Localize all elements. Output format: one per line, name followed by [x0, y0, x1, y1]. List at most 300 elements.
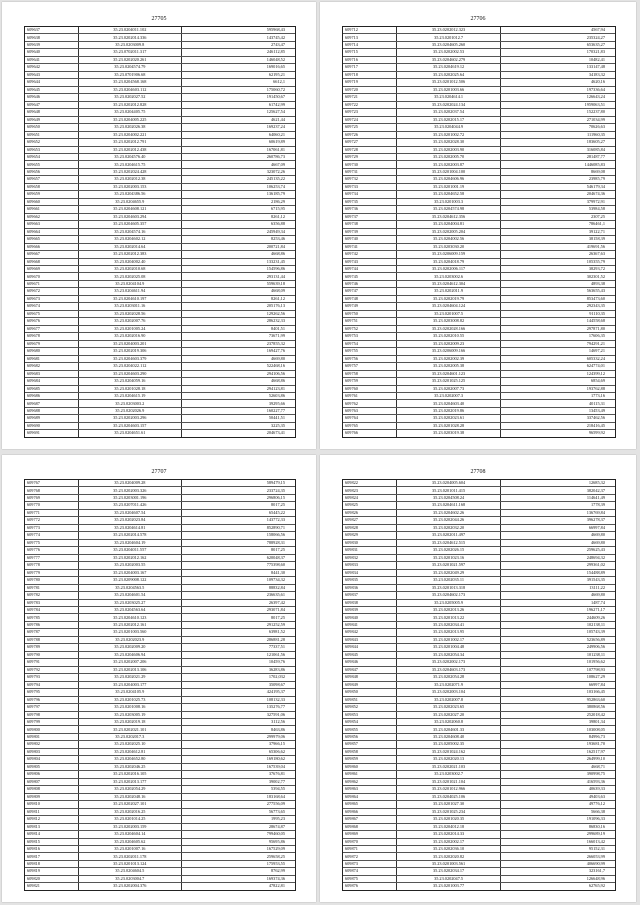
cadastral-number-cell: 35.23.0203005.19 — [79, 712, 182, 718]
cadastral-number-cell: 35.23.0202034.41 — [397, 622, 500, 628]
value-cell: 4620,16 — [591, 79, 605, 85]
row-number-cell: 609717 — [343, 64, 397, 70]
table-row — [343, 63, 615, 70]
value-cell: 4668,09 — [271, 288, 285, 294]
row-number-cell: 609761 — [343, 393, 397, 399]
value-cell: 327591,06 — [266, 711, 285, 717]
cadastral-number-cell: 35.23.0202019.306 — [79, 348, 182, 354]
table-row — [343, 295, 615, 302]
cadastral-number-cell: 35.23.0204655.9 — [79, 199, 182, 205]
table-row — [25, 317, 295, 324]
value-cell: 294106,56 — [266, 370, 285, 376]
row-number-cell: 609801 — [25, 734, 79, 740]
row-number-cell: 609853 — [343, 712, 397, 718]
cadastral-number-cell: 35.23.0204012.18 — [397, 824, 500, 830]
cadastral-number-cell: 35.23.0202035.11 — [397, 577, 500, 583]
value-cell: 297871,80 — [586, 325, 605, 331]
cadastral-number-cell: 35.23.0202027.52 — [79, 94, 182, 100]
cadastral-number-cell: 35.23.0202025.64 — [397, 72, 500, 78]
row-number-cell: 609764 — [343, 415, 397, 421]
value-cell: 136185,79 — [266, 191, 285, 197]
cadastral-number-cell: 35.23.0201023.16 — [397, 555, 500, 561]
cadastral-number-cell: 35.23.0202003.90 — [397, 147, 500, 153]
row-number-cell: 609641 — [25, 57, 79, 63]
row-number-cell: 609827 — [343, 517, 397, 523]
table-row — [343, 429, 615, 436]
table-row — [343, 392, 615, 399]
row-number-cell: 609825 — [343, 502, 397, 508]
cadastral-number-cell: 35.23.0202002.173 — [397, 659, 500, 665]
table-row — [25, 703, 295, 710]
value-cell: 154488,89 — [586, 569, 605, 575]
value-cell: 620048,37 — [266, 554, 285, 560]
value-cell: 8017,25 — [271, 502, 285, 508]
table-row — [25, 407, 295, 414]
table-row — [343, 101, 615, 108]
table-row — [25, 399, 295, 406]
row-number-cell: 609813 — [25, 824, 79, 830]
cadastral-number-cell: 35.23.0202028.30 — [397, 139, 500, 145]
table-row — [25, 643, 295, 650]
value-cell: 10482,41 — [588, 56, 605, 62]
table-row — [25, 591, 295, 598]
table-row — [25, 332, 295, 339]
row-number-cell: 609637 — [25, 27, 79, 33]
row-number-cell: 609645 — [25, 87, 79, 93]
cadastral-number-cell: 35.23.0204604.5 — [79, 868, 182, 874]
value-cell: 169237,24 — [266, 124, 285, 130]
value-cell: 244609,26 — [586, 614, 605, 620]
cadastral-number-cell: 35.23.0202014.33 — [397, 831, 500, 837]
table-row — [343, 688, 615, 695]
table-row — [25, 486, 295, 493]
row-number-cell: 609675 — [25, 311, 79, 317]
value-cell: 135276,77 — [266, 704, 285, 710]
cadastral-number-cell: 35.23.0204601.54 — [79, 592, 182, 598]
row-number-cell: 609862 — [343, 779, 397, 785]
table-row — [343, 48, 615, 55]
value-cell: 49403,63 — [588, 793, 605, 799]
cadastral-number-cell: 35.23.0202037.54 — [397, 109, 500, 115]
row-number-cell: 609747 — [343, 288, 397, 294]
value-cell: 252018,42 — [586, 711, 605, 717]
row-number-cell: 609790 — [25, 652, 79, 658]
cadastral-number-cell: 35.23.0206009.166 — [397, 348, 500, 354]
row-number-cell: 609800 — [25, 726, 79, 732]
value-cell: 1959063,51 — [584, 101, 605, 107]
table-row — [343, 168, 615, 175]
value-cell: 193681,70 — [586, 741, 605, 747]
row-number-cell: 609855 — [343, 726, 397, 732]
row-number-cell: 609712 — [343, 27, 397, 33]
table-row — [25, 852, 295, 859]
value-cell: 73671,99 — [268, 333, 285, 339]
cadastral-number-cell: 35.23.0201012.7 — [397, 34, 500, 40]
value-cell: 8669,08 — [591, 168, 605, 174]
row-number-cell: 609652 — [25, 139, 79, 145]
row-number-cell: 609824 — [343, 495, 397, 501]
cadastral-number-cell: 35.23.0204615.19 — [79, 393, 182, 399]
row-number-cell: 609724 — [343, 117, 397, 123]
table-row — [25, 116, 295, 123]
value-cell: 264999,10 — [586, 756, 605, 762]
row-number-cell: 609868 — [343, 824, 397, 830]
row-number-cell: 609799 — [25, 719, 79, 725]
value-cell: 605332,24 — [586, 355, 605, 361]
table-row — [343, 830, 615, 837]
table-row — [343, 673, 615, 680]
row-number-cell: 609680 — [25, 348, 79, 354]
value-cell: 291252,59 — [266, 621, 285, 627]
table-row — [343, 658, 615, 665]
table-row — [343, 770, 615, 777]
table-row — [25, 531, 295, 538]
cadastral-number-cell: 35.23.0202036.10 — [397, 846, 500, 852]
table-row — [25, 606, 295, 613]
value-cell: 237855,32 — [266, 340, 285, 346]
row-number-cell: 609718 — [343, 72, 397, 78]
row-number-cell: 609832 — [343, 555, 397, 561]
value-cell: 8017,25 — [271, 614, 285, 620]
table-row — [343, 733, 615, 740]
value-cell: 38293,72 — [588, 266, 605, 272]
table-row — [343, 860, 615, 867]
row-number-cell: 609791 — [25, 659, 79, 665]
cadastral-number-cell: 35.23.0202054.29 — [79, 786, 182, 792]
table-row — [25, 838, 295, 845]
table-row — [343, 845, 615, 852]
row-number-cell: 609870 — [343, 839, 397, 845]
table-row — [25, 516, 295, 523]
table-row — [343, 882, 615, 889]
table-row — [343, 785, 615, 792]
table-row — [343, 666, 615, 673]
table-row — [343, 651, 615, 658]
cadastral-number-cell: 35.23.0204608.121 — [79, 206, 182, 212]
value-cell: 169374,36 — [266, 875, 285, 881]
table-row — [25, 213, 295, 220]
cadastral-number-cell: 35.23.0201012.506 — [397, 79, 500, 85]
row-number-cell: 609771 — [25, 510, 79, 516]
table-row — [343, 355, 615, 362]
table-row — [343, 146, 615, 153]
cadastral-number-cell: 35.23.0205005.9 — [397, 600, 500, 606]
cadastral-number-cell: 35.23.0202013.106 — [79, 667, 182, 673]
row-number-cell: 609728 — [343, 147, 397, 153]
value-cell: 2186,29 — [271, 198, 285, 204]
cadastral-number-cell: 35.23.0204603.290 — [79, 371, 182, 377]
table-row — [343, 370, 615, 377]
row-number-cell: 609839 — [343, 607, 397, 613]
table-row — [343, 755, 615, 762]
row-number-cell: 609845 — [343, 652, 397, 658]
row-number-cell: 609726 — [343, 132, 397, 138]
table-row — [343, 740, 615, 747]
value-cell: 111960,35 — [587, 131, 605, 137]
table-row — [343, 235, 615, 242]
cadastral-number-cell: 35.23.0201021.597 — [397, 562, 500, 568]
row-number-cell: 609671 — [25, 281, 79, 287]
table-row — [25, 48, 295, 55]
value-cell: 204673,41 — [266, 430, 285, 436]
parcel-table — [342, 479, 616, 891]
value-cell: 546179,34 — [586, 183, 605, 189]
table-row — [25, 355, 295, 362]
table-row — [343, 108, 615, 115]
value-cell: 233724,35 — [266, 487, 285, 493]
table-row — [25, 347, 295, 354]
value-cell: 154596,86 — [266, 266, 285, 272]
table-row — [343, 407, 615, 414]
cadastral-number-cell: 35.23.0201011.415 — [397, 487, 500, 493]
table-row — [343, 599, 615, 606]
cadastral-number-cell: 35.23.0204615.75 — [79, 161, 182, 167]
row-number-cell: 609751 — [343, 318, 397, 324]
cadastral-number-cell: 35.23.0204405.75 — [79, 109, 182, 115]
value-cell: 286232,33 — [266, 318, 285, 324]
value-cell: 38158,39 — [588, 236, 605, 242]
document-page-3 — [2, 455, 316, 902]
row-number-cell: 609736 — [343, 206, 397, 212]
table-row — [25, 93, 295, 100]
cadastral-number-cell: 35.23.0202005.38 — [397, 363, 500, 369]
row-number-cell: 609767 — [25, 480, 79, 486]
value-cell: 86830,16 — [588, 823, 605, 829]
value-cell: 66997,84 — [588, 524, 605, 530]
value-cell: 114641,49 — [586, 495, 605, 501]
row-number-cell: 609795 — [25, 689, 79, 695]
row-number-cell: 609679 — [25, 341, 79, 347]
cadastral-number-cell: 35.23.0201025.73 — [79, 697, 182, 703]
table-row — [25, 392, 295, 399]
row-number-cell: 609667 — [25, 251, 79, 257]
table-row — [343, 272, 615, 279]
row-number-cell: 609665 — [25, 236, 79, 242]
table-row — [343, 703, 615, 710]
value-cell: 1446085,83 — [584, 161, 605, 167]
row-number-cell: 609766 — [343, 430, 397, 436]
cadastral-number-cell: 35.23.0201004.48 — [397, 644, 500, 650]
value-cell: 4669,80 — [591, 539, 605, 545]
row-number-cell: 609867 — [343, 816, 397, 822]
table-row — [343, 546, 615, 553]
row-number-cell: 609777 — [25, 555, 79, 561]
row-number-cell: 609779 — [25, 570, 79, 576]
row-number-cell: 609835 — [343, 577, 397, 583]
value-cell: 299979,06 — [266, 734, 285, 740]
cadastral-number-cell: 35.23.0204508.24 — [397, 495, 500, 501]
table-row — [343, 576, 615, 583]
table-row — [343, 205, 615, 212]
value-cell: 105355,79 — [586, 258, 605, 264]
value-cell: 166013,42 — [586, 838, 605, 844]
row-number-cell: 609649 — [25, 117, 79, 123]
row-number-cell: 609842 — [343, 629, 397, 635]
table-row — [25, 576, 295, 583]
row-number-cell: 609865 — [343, 801, 397, 807]
cadastral-number-cell: 35.23.0204652.58 — [397, 191, 500, 197]
value-cell: 124399,12 — [586, 370, 605, 376]
value-cell: 2743,47 — [271, 42, 285, 48]
row-number-cell: 609664 — [25, 229, 79, 235]
cadastral-number-cell: 35.23.0204608.40 — [397, 734, 500, 740]
row-number-cell: 609782 — [25, 592, 79, 598]
value-cell: 563655,43 — [586, 288, 605, 294]
row-number-cell: 609837 — [343, 592, 397, 598]
value-cell: 49776,12 — [588, 801, 605, 807]
row-number-cell: 609663 — [25, 221, 79, 227]
table-row — [25, 778, 295, 785]
value-cell: 390998,75 — [586, 771, 605, 777]
value-cell: 14697,21 — [588, 348, 605, 354]
cadastral-number-cell: 35.23.0204105.9 — [79, 689, 182, 695]
cadastral-number-cell: 35.23.0202007.8 — [397, 697, 500, 703]
table-row — [25, 183, 295, 190]
row-number-cell: 609752 — [343, 326, 397, 332]
table-row — [343, 613, 615, 620]
cadastral-number-cell: 35.23.0201012.966 — [397, 786, 500, 792]
row-number-cell: 609863 — [343, 786, 397, 792]
cadastral-number-cell: 35.23.0202005.204 — [397, 229, 500, 235]
table-row — [25, 235, 295, 242]
value-cell: 12685,32 — [588, 480, 605, 486]
value-cell: 559639,18 — [266, 281, 285, 287]
cadastral-number-cell: 35.23.0202028.166 — [397, 326, 500, 332]
table-row — [343, 332, 615, 339]
cadastral-number-cell: 35.23.0204612.81 — [79, 749, 182, 755]
cadastral-number-cell: 35.23.0202003.55 — [79, 562, 182, 568]
row-number-cell: 609857 — [343, 741, 397, 747]
cadastral-number-cell: 35.23.0202016.90 — [79, 333, 182, 339]
value-cell: 197336,64 — [586, 86, 605, 92]
table-row — [25, 41, 295, 48]
row-number-cell: 609860 — [343, 764, 397, 770]
value-cell: 167061,81 — [266, 146, 285, 152]
cadastral-number-cell: 35.23.0204612.304 — [397, 281, 500, 287]
value-cell: 406690,99 — [586, 860, 605, 866]
cadastral-number-cell: 35.23.0702011.317 — [79, 49, 182, 55]
table-row — [343, 561, 615, 568]
row-number-cell: 609815 — [25, 839, 79, 845]
table-row — [343, 875, 615, 882]
value-cell: 249906,56 — [586, 644, 605, 650]
row-number-cell: 609854 — [343, 719, 397, 725]
value-cell: 10459,76 — [268, 659, 285, 665]
value-cell: 129262,56 — [266, 310, 285, 316]
row-number-cell: 609838 — [343, 600, 397, 606]
value-cell: 653635,27 — [586, 42, 605, 48]
value-cell: 218416,45 — [586, 422, 605, 428]
page-number: 27706 — [470, 16, 486, 22]
row-number-cell: 609744 — [343, 266, 397, 272]
row-number-cell: 609654 — [25, 154, 79, 160]
table-row — [343, 243, 615, 250]
value-cell: 37676,81 — [268, 771, 285, 777]
row-number-cell: 609754 — [343, 341, 397, 347]
value-cell: 107798,93 — [586, 666, 605, 672]
cadastral-number-cell: 35.23.0204603.294 — [79, 214, 182, 220]
table-row — [343, 71, 615, 78]
parcel-table — [24, 26, 296, 438]
cadastral-number-cell: 35.23.0701906.68 — [79, 72, 182, 78]
value-cell: 271034,99 — [586, 116, 605, 122]
value-cell: 788928,31 — [266, 539, 285, 545]
value-cell: 8441,30 — [271, 569, 285, 575]
value-cell: 146048,52 — [266, 56, 285, 62]
value-cell: 106253,74 — [266, 183, 285, 189]
table-row — [343, 340, 615, 347]
value-cell: 102138,11 — [586, 621, 605, 627]
table-row — [25, 429, 295, 436]
cadastral-number-cell: 35.23.0202014.578 — [79, 532, 182, 538]
value-cell: 77337,51 — [268, 644, 285, 650]
table-row — [343, 501, 615, 508]
value-cell: 121061,56 — [266, 651, 285, 657]
row-number-cell: 609856 — [343, 734, 397, 740]
value-cell: 160227,77 — [266, 407, 285, 413]
table-row — [25, 755, 295, 762]
value-cell: 61742,99 — [268, 101, 285, 107]
value-cell: 380868,56 — [586, 704, 605, 710]
cadastral-number-cell: 35.23.0202024.428 — [79, 169, 182, 175]
cadastral-number-cell: 35.23.0202046.25 — [79, 764, 182, 770]
cadastral-number-cell: 35.23.0202003.326 — [79, 487, 182, 493]
row-number-cell: 609804 — [25, 756, 79, 762]
table-row — [343, 302, 615, 309]
row-number-cell: 609651 — [25, 132, 79, 138]
cadastral-number-cell: 35.23.0202012.161 — [79, 622, 182, 628]
table-row — [25, 377, 295, 384]
table-row — [343, 317, 615, 324]
value-cell: 5666,38 — [591, 808, 605, 814]
row-number-cell: 609778 — [25, 562, 79, 568]
table-row — [25, 325, 295, 332]
row-number-cell: 609739 — [343, 229, 397, 235]
cadastral-number-cell: 35.23.0202023.65 — [397, 704, 500, 710]
table-row — [343, 584, 615, 591]
row-number-cell: 609866 — [343, 809, 397, 815]
value-cell: 236635,61 — [266, 592, 285, 598]
value-cell: 281487,77 — [586, 154, 605, 160]
table-row — [343, 838, 615, 845]
value-cell: 2307,25 — [591, 213, 605, 219]
cadastral-number-cell: 35.23.0204610.123 — [79, 614, 182, 620]
cadastral-number-cell: 35.23.0202021.103 — [397, 764, 500, 770]
table-row — [25, 733, 295, 740]
row-number-cell: 609715 — [343, 49, 397, 55]
table-row — [343, 778, 615, 785]
table-row — [25, 681, 295, 688]
table-row — [343, 681, 615, 688]
row-number-cell: 609822 — [343, 480, 397, 486]
cadastral-number-cell: 35.23.0202020.261 — [79, 57, 182, 63]
value-cell: 52603,86 — [268, 393, 285, 399]
value-cell: 595968,43 — [266, 27, 285, 33]
cadastral-number-cell: 35.23.0204619.12 — [397, 64, 500, 70]
table-row — [25, 168, 295, 175]
cadastral-number-cell: 35.23.0204022.112 — [79, 363, 182, 369]
cadastral-number-cell: 35.23.0202019.18 — [79, 719, 182, 725]
table-row — [343, 524, 615, 531]
cadastral-number-cell: 35.23.0201013.318 — [397, 585, 500, 591]
cadastral-number-cell: 35.23.0202010.68 — [79, 266, 182, 272]
cadastral-number-cell: 35.23.0204614.1 — [397, 94, 500, 100]
table-row — [25, 785, 295, 792]
value-cell: 8261,12 — [271, 213, 285, 219]
row-number-cell: 609729 — [343, 154, 397, 160]
table-row — [343, 33, 615, 40]
table-row — [343, 347, 615, 354]
